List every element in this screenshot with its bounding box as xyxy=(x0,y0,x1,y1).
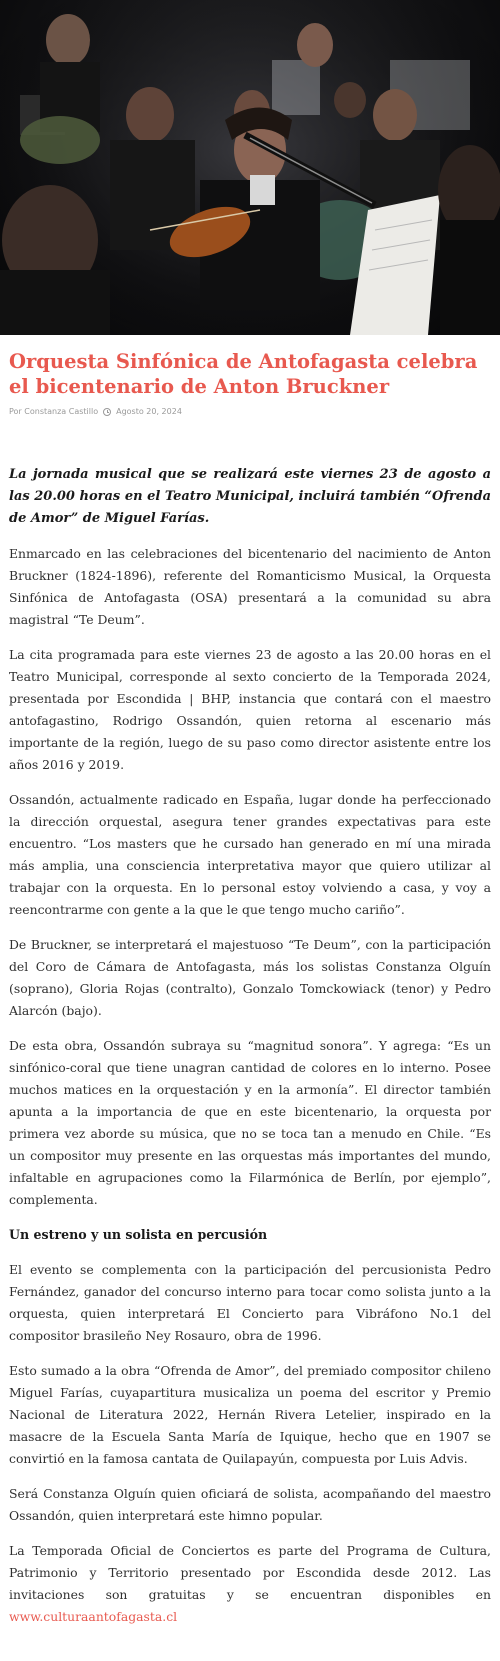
paragraph: Enmarcado en las celebraciones del bicentenario del nacimiento de Anton Bruckner (1824-1896), referente del Romanticismo Musical, la Orquesta Sinfónica de Antofagasta (OSA) presentará a la comunidad su abra magistral “Te Deum”. xyxy=(9,546,491,627)
hero-image xyxy=(0,0,500,335)
closing-text: La Temporada Oficial de Conciertos es parte del Programa de Cultura, Patrimonio y Territorio presentado por Escondida desde 2012. Las invitaciones son gratuitas y se encuentran disponibles en xyxy=(9,1543,491,1602)
paragraph: De esta obra, Ossandón subraya su “magnitud sonora”. Y agrega: “Es un sinfónico-coral que tiene unagran cantidad de colores en lo interno. Posee muchos matices en la orquestación y en la armonía”. El director también apunta a la importancia de que en este bicentenario, la orquesta por primera vez aborde su música, que no se toca tan a menudo en Chile. “Es un compositor muy presente en las orquestas más importantes del mundo, infaltable en agrupaciones como la Filarmónica de Berlín, por ejemplo”, complementa. xyxy=(9,1038,491,1207)
section-subheading: Un estreno y un solista en percusión xyxy=(9,1227,268,1242)
article-title: Orquesta Sinfónica de Antofagasta celebra el bicentenario de Anton Bruckner xyxy=(9,350,478,398)
paragraph: Será Constanza Olguín quien oficiará de solista, acompañando del maestro Ossandón, quien interpretará este himno popular. xyxy=(9,1486,491,1523)
paragraph: De Bruckner, se interpretará el majestuoso “Te Deum”, con la participación del Coro de Cámara de Antofagasta, más los solistas Constanza Olguín (soprano), Gloria Rojas (contralto), Gonzalo Tomckowiack (tenor) y Pedro Alarcón (bajo). xyxy=(9,937,491,1018)
article-body xyxy=(9,464,491,1628)
clock-icon xyxy=(103,408,111,416)
orchestra-photo xyxy=(0,0,500,335)
paragraph: La cita programada para este viernes 23 de agosto a las 20.00 horas en el Teatro Municipal, corresponde al sexto concierto de la Temporada 2024, presentada por Escondida | BHP, instancia que contará con el maestro antofagastino, Rodrigo Ossandón, quien retorna al escenario más importante de la región, luego de su paso como director asistente entre los años 2016 y 2019. xyxy=(9,647,491,772)
article-lead: La jornada musical que se realizará este viernes 23 de agosto a las 20.00 horas en el Teatro Municipal, incluirá también “Ofrenda de Amor” de Miguel Farías. xyxy=(9,467,491,526)
website-link[interactable]: www.culturaantofagasta.cl xyxy=(9,1609,178,1624)
publish-date: Agosto 20, 2024 xyxy=(116,407,182,416)
author-byline: Por Constanza Castillo xyxy=(9,407,99,416)
paragraph: El evento se complementa con la participación del percusionista Pedro Fernández, ganador del concurso interno para tocar como solista junto a la orquesta, quien interpretará El Concierto para Vibráfono No.1 del compositor brasileño Ney Rosauro, obra de 1996. xyxy=(9,1262,491,1343)
article-meta xyxy=(9,407,491,416)
paragraph: Esto sumado a la obra “Ofrenda de Amor”, del premiado compositor chileno Miguel Farías, cuyapartitura musicaliza un poema del escritor y Premio Nacional de Literatura 2022, Hernán Rivera Letelier, inspirado en la masacre de la Escuela Santa María de Iquique, hecho que en 1907 se convirtió en la famosa cantata de Quilapayún, compuesta por Luis Advis. xyxy=(9,1363,491,1466)
closing-paragraph xyxy=(9,1540,491,1628)
paragraph: Ossandón, actualmente radicado en España, lugar donde ha perfeccionado la dirección orquestal, asegura tener grandes expectativas para este encuentro. “Los masters que he cursado han generado en mí una mirada más amplia, una consciencia interpretativa mayor que quiero utilizar al trabajar con la orquesta. En lo personal estoy volviendo a casa, y voy a reencontrarme con gente a la que le que tengo mucho cariño”. xyxy=(9,792,491,917)
